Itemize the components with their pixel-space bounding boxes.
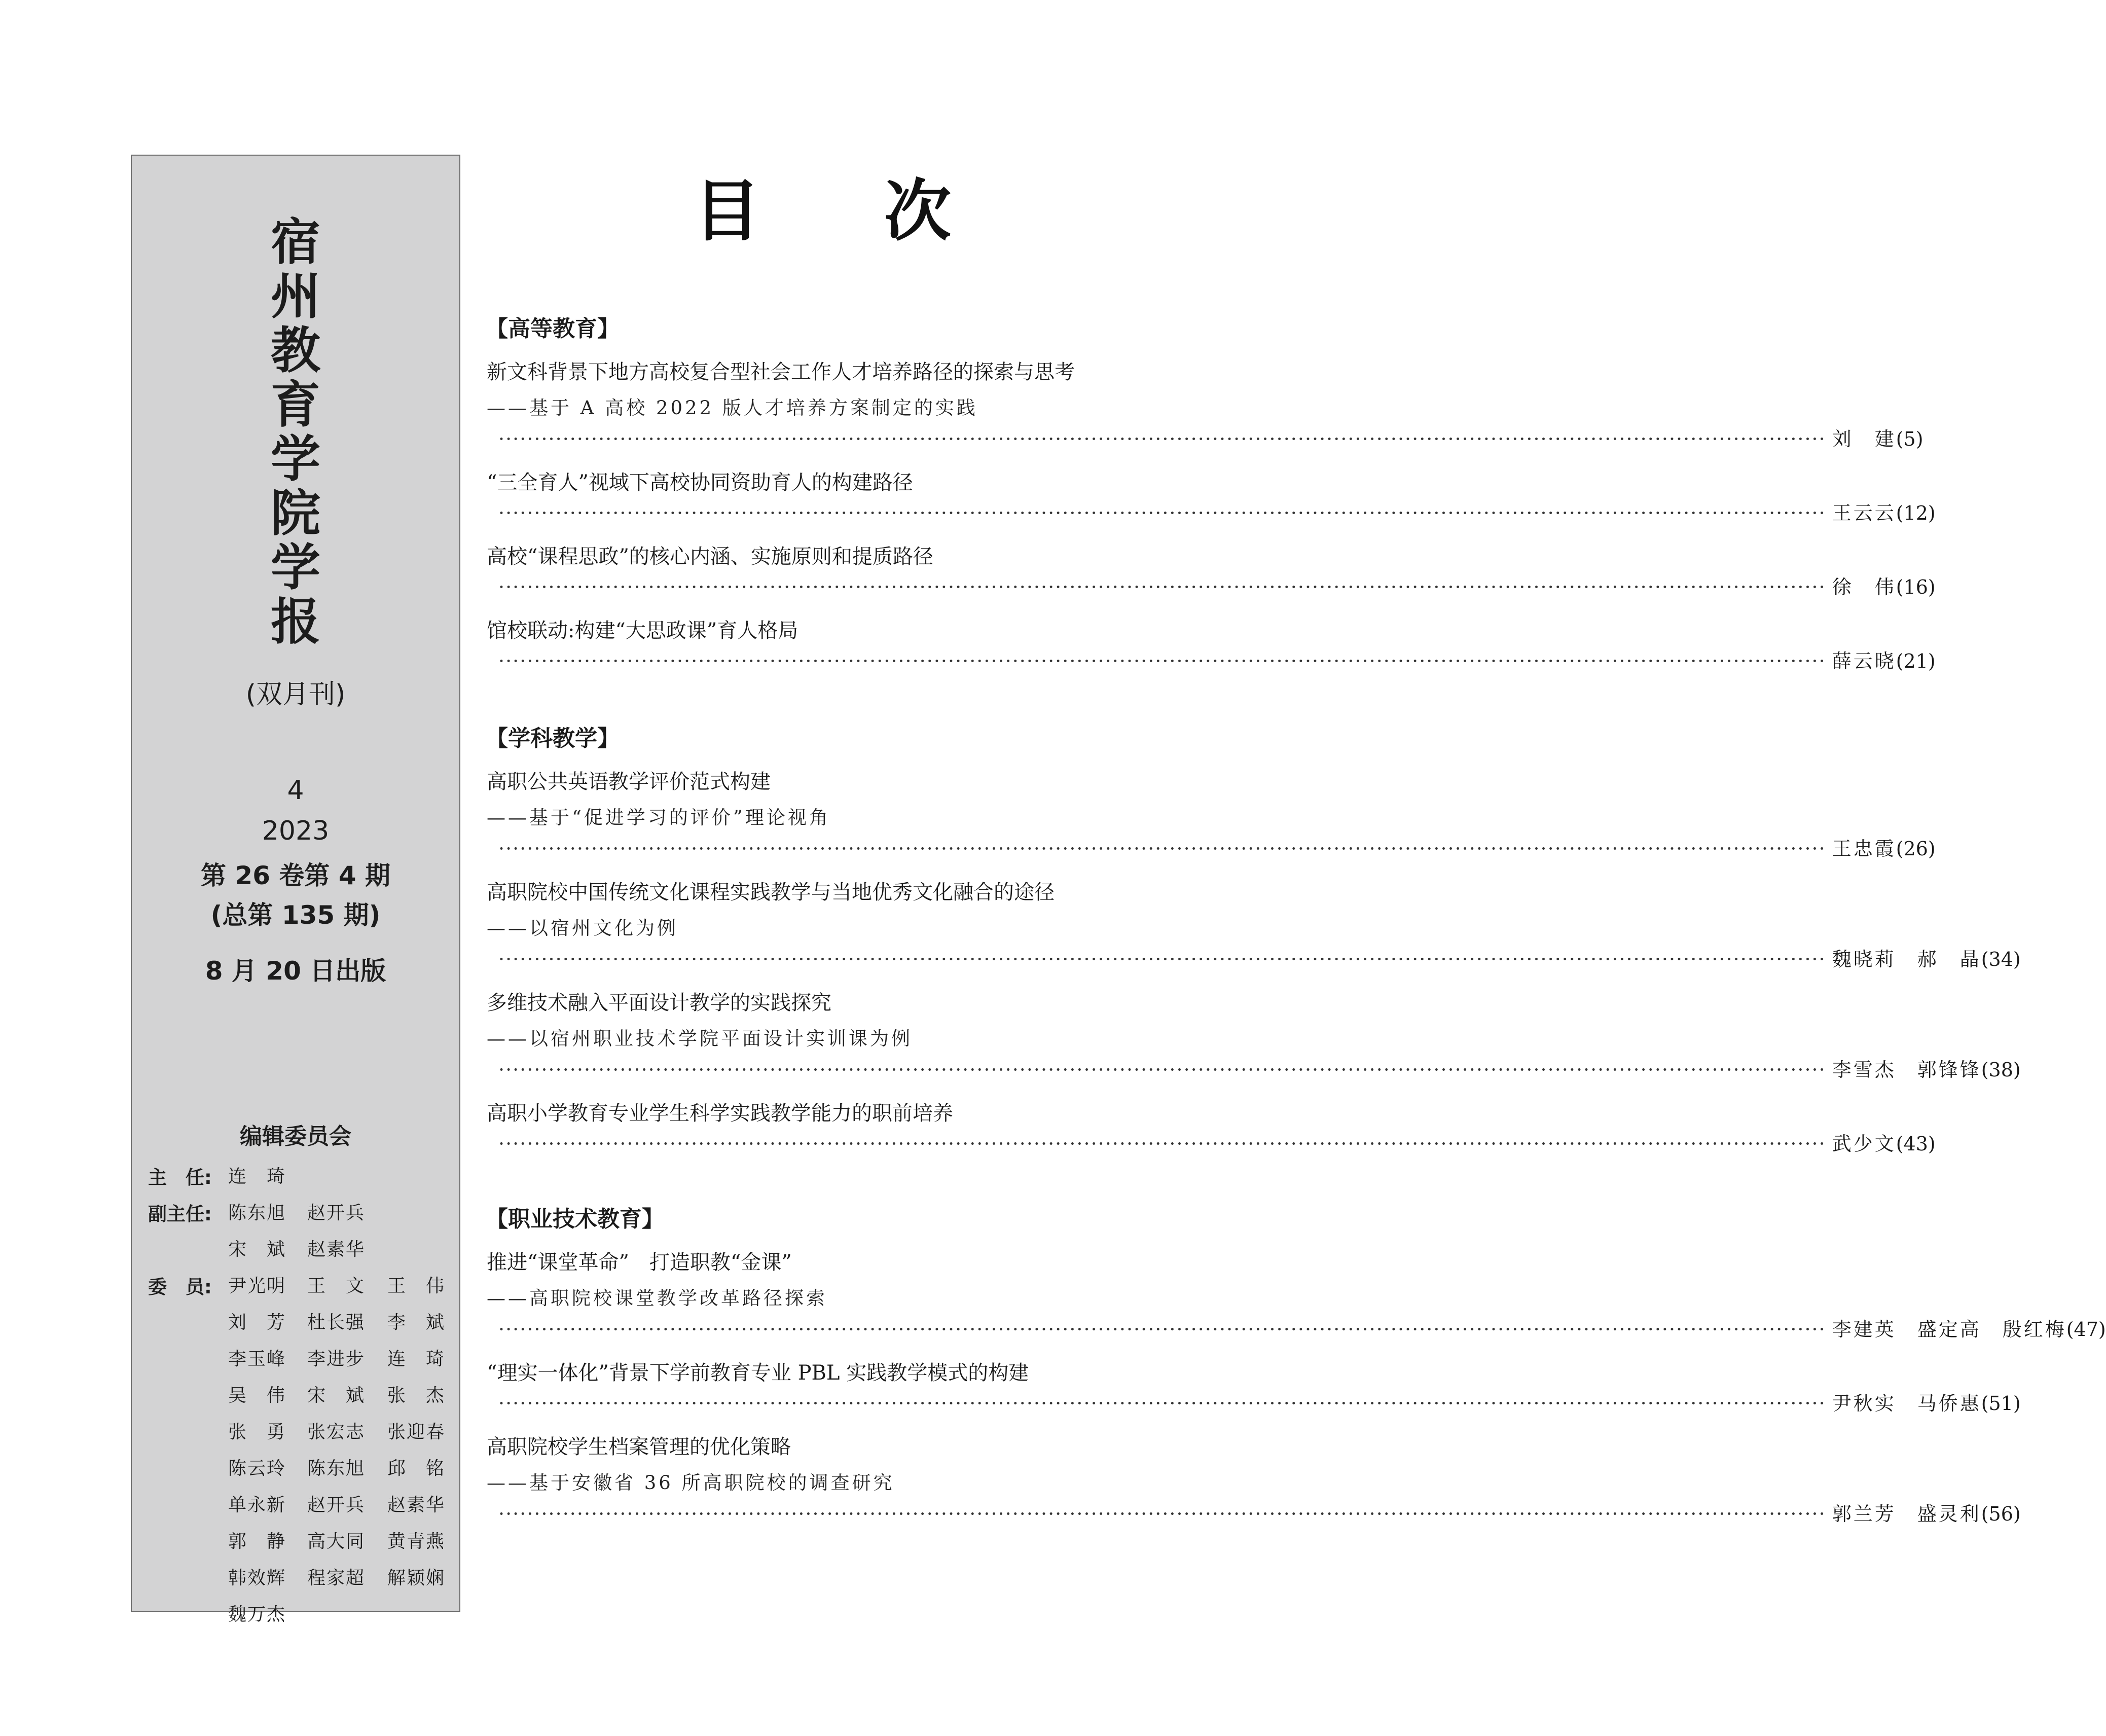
board-member-name: 李进步 [307, 1349, 366, 1369]
board-member-name: 黄青燕 [387, 1531, 446, 1552]
leader-dots: ·························································································································································································· [498, 576, 1826, 598]
section-title: 【职业技术教育】 [486, 1206, 664, 1232]
article-page-number: (16) [1896, 576, 1936, 598]
issue-number: 4 [287, 775, 304, 806]
article-title: 高职公共英语教学评价范式构建 [487, 770, 771, 793]
board-row [132, 1199, 459, 1229]
article-page-number: (26) [1896, 838, 1936, 860]
board-member-name: 郭 静 [228, 1531, 286, 1552]
board-row [132, 1345, 459, 1375]
board-member-name: 宋 斌 [307, 1385, 366, 1406]
article-author: 魏晓莉 郝 晶 [1832, 948, 1981, 970]
board-member-name: 连 琦 [387, 1349, 446, 1369]
issue-year: 2023 [262, 816, 330, 846]
article-title: 高职院校学生档案管理的优化策略 [487, 1435, 791, 1459]
board-member-name: 宋 斌 [228, 1239, 286, 1260]
article-author: 薛云晓 [1832, 650, 1896, 672]
board-member-name: 杜长强 [307, 1312, 366, 1333]
article-page-number: (34) [1981, 948, 2021, 970]
board-member-name: 李玉峰 [228, 1349, 286, 1369]
board-row [132, 1491, 459, 1521]
article-subtitle: ——基于 A 高校 2022 版人才培养方案制定的实践 [487, 397, 978, 419]
leader-dots: ·························································································································································································· [498, 650, 1826, 672]
board-member-name: 解颖娴 [387, 1568, 446, 1588]
article-title: 高职院校中国传统文化课程实践教学与当地优秀文化融合的途径 [487, 881, 1055, 904]
article-title: 新文科背景下地方高校复合型社会工作人才培养路径的探索与思考 [487, 360, 1075, 384]
article-leader-line [498, 570, 1936, 598]
article-title: “理实一体化”背景下学前教育专业 PBL 实践教学模式的构建 [487, 1361, 1029, 1385]
volume-issue: 第 26 卷第 4 期 [201, 861, 390, 890]
board-member-name: 连 琦 [228, 1166, 286, 1187]
board-member-name: 王 伟 [387, 1276, 446, 1296]
board-member-name: 邱 铭 [387, 1458, 446, 1479]
article-author: 刘 建 [1832, 428, 1896, 450]
board-member-name: 单永新 [228, 1495, 286, 1515]
article-page-number: (38) [1981, 1059, 2021, 1081]
board-member-name: 高大同 [307, 1531, 366, 1552]
board-member-name: 赵开兵 [307, 1203, 366, 1223]
board-row [132, 1564, 459, 1594]
board-member-name: 张宏志 [307, 1422, 366, 1442]
board-member-name: 赵素华 [307, 1239, 366, 1260]
journal-title: 宿 州 教 育 学 院 学 报 [270, 213, 320, 651]
board-row [132, 1162, 459, 1192]
board-row [132, 1235, 459, 1265]
article-leader-line [498, 831, 1936, 860]
article-leader-line [498, 1053, 2021, 1081]
journal-info-panel [131, 155, 460, 1625]
board-row [132, 1418, 459, 1448]
publication-frequency: (双月刊) [245, 679, 346, 710]
role-members: 委 员: [148, 1276, 212, 1298]
board-member-name: 赵开兵 [307, 1495, 366, 1515]
board-member-name: 刘 芳 [228, 1312, 286, 1333]
board-member-name: 李 斌 [387, 1312, 446, 1333]
article-page-number: (5) [1896, 428, 1923, 450]
article-page-number: (43) [1896, 1133, 1936, 1155]
board-member-name: 王 文 [307, 1276, 366, 1296]
article-author: 徐 伟 [1832, 576, 1896, 598]
board-member-name: 尹光明 [228, 1276, 286, 1296]
role-chief: 主 任: [148, 1167, 212, 1188]
board-row [132, 1600, 459, 1631]
article-leader-line [498, 942, 2021, 970]
board-member-name: 吴 伟 [228, 1385, 286, 1406]
article-title: 推进“课堂革命” 打造职教“金课” [487, 1251, 792, 1274]
article-title: “三全育人”视域下高校协同资助育人的构建路径 [487, 471, 913, 494]
article-page-number: (51) [1981, 1392, 2021, 1415]
article-leader-line [498, 496, 1936, 524]
article-author: 武少文 [1832, 1133, 1896, 1155]
article-leader-line [498, 1497, 2021, 1525]
board-row [132, 1527, 459, 1558]
leader-dots: ·························································································································································································· [498, 1318, 1826, 1341]
board-member-name: 陈云玲 [228, 1458, 286, 1479]
article-author: 李建英 盛定高 殷红梅 [1832, 1318, 2066, 1341]
role-deputy: 副主任: [148, 1203, 212, 1225]
article-leader-line [498, 644, 1936, 672]
article-leader-line [498, 1127, 1936, 1155]
board-row [132, 1454, 459, 1485]
article-leader-line [498, 1312, 2106, 1341]
article-subtitle: ——基于“促进学习的评价”理论视角 [487, 807, 830, 828]
article-subtitle: ——基于安徽省 36 所高职院校的调查研究 [487, 1472, 895, 1494]
article-page-number: (56) [1981, 1503, 2021, 1525]
article-author: 王忠霞 [1832, 838, 1896, 860]
article-title: 高职小学教育专业学生科学实践教学能力的职前培养 [487, 1102, 953, 1125]
article-page-number: (47) [2066, 1318, 2106, 1341]
article-leader-line [498, 1386, 2021, 1415]
article-title: 高校“课程思政”的核心内涵、实施原则和提质路径 [487, 545, 933, 568]
article-title: 馆校联动:构建“大思政课”育人格局 [487, 619, 798, 642]
section-title: 【高等教育】 [486, 316, 620, 342]
article-title: 多维技术融入平面设计教学的实践探究 [487, 991, 831, 1015]
article-author: 李雪杰 郭锋锋 [1832, 1059, 1981, 1081]
board-row [132, 1381, 459, 1412]
article-author: 郭兰芳 盛灵利 [1832, 1503, 1981, 1525]
leader-dots: ·························································································································································································· [498, 838, 1826, 860]
board-member-name: 张迎春 [387, 1422, 446, 1442]
leader-dots: ·························································································································································································· [498, 1503, 1826, 1525]
article-author: 尹秋实 马侨惠 [1832, 1392, 1981, 1415]
article-author: 王云云 [1832, 502, 1896, 524]
leader-dots: ·························································································································································································· [498, 428, 1826, 450]
article-leader-line [498, 422, 1923, 450]
board-member-name: 张 勇 [228, 1422, 286, 1442]
board-row [132, 1308, 459, 1339]
board-member-name: 陈东旭 [228, 1203, 286, 1223]
total-issue: (总第 135 期) [210, 900, 381, 930]
board-row [132, 1272, 459, 1302]
section-title: 【学科教学】 [486, 726, 620, 751]
board-member-name: 陈东旭 [307, 1458, 366, 1479]
board-member-name: 魏万杰 [228, 1604, 286, 1625]
article-subtitle: ——以宿州文化为例 [487, 917, 678, 939]
leader-dots: ·························································································································································································· [498, 1059, 1826, 1081]
board-member-name: 韩效辉 [228, 1568, 286, 1588]
board-member-name: 程家超 [307, 1568, 366, 1588]
board-member-name: 赵素华 [387, 1495, 446, 1515]
article-subtitle: ——以宿州职业技术学院平面设计实训课为例 [487, 1028, 913, 1050]
leader-dots: ·························································································································································································· [498, 1133, 1826, 1155]
article-page-number: (12) [1896, 502, 1936, 524]
leader-dots: ·························································································································································································· [498, 1392, 1826, 1415]
leader-dots: ·························································································································································································· [498, 502, 1826, 524]
editorial-board-title: 编辑委员会 [240, 1124, 351, 1149]
board-member-name: 张 杰 [387, 1385, 446, 1406]
leader-dots: ·························································································································································································· [498, 948, 1826, 970]
article-subtitle: ——高职院校课堂教学改革路径探索 [487, 1287, 827, 1309]
article-page-number: (21) [1896, 650, 1936, 672]
publish-date: 8 月 20 日出版 [205, 956, 386, 986]
